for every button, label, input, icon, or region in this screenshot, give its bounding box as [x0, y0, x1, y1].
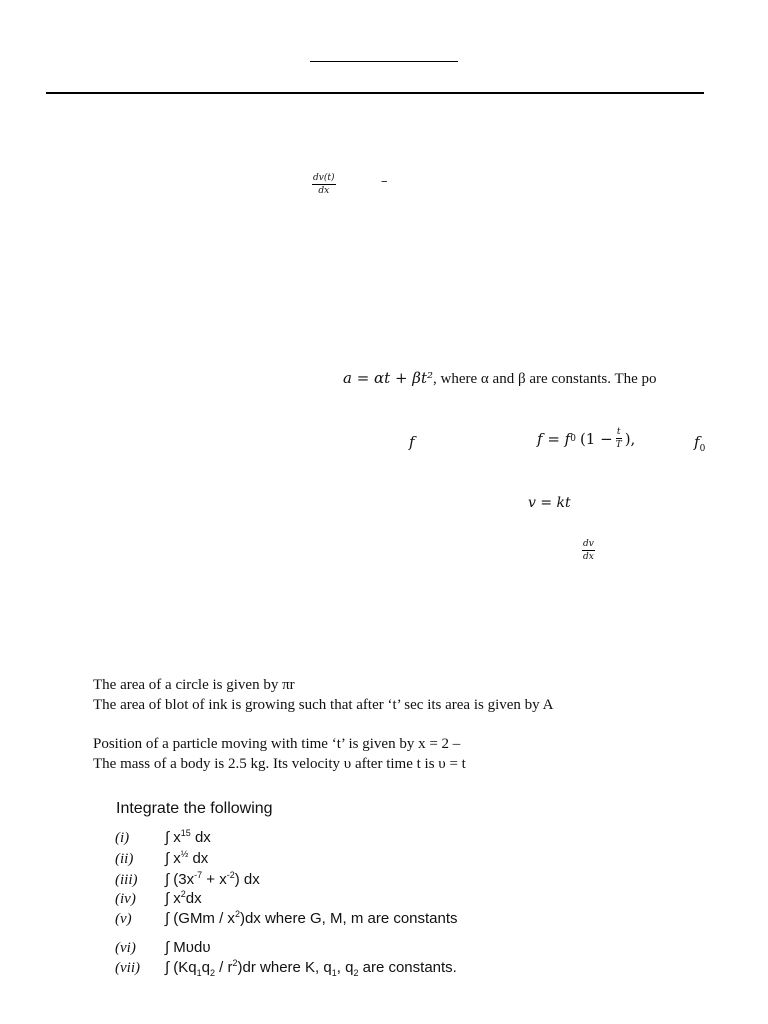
integral-item — [115, 850, 208, 868]
acceleration-line — [343, 369, 657, 388]
item-number: (i) — [115, 830, 130, 846]
velocity-equation: v = kt — [528, 495, 571, 511]
item-number: (vi) — [115, 940, 136, 956]
integrate-title: Integrate the following — [116, 800, 273, 817]
integral-expression: ∫ Mυdυ — [165, 939, 211, 956]
fraction-dv-dx — [312, 167, 336, 197]
force-eq-left: f = f — [537, 430, 571, 448]
f-symbol: f — [409, 433, 415, 451]
fraction2-denominator: dx — [583, 552, 594, 562]
integral-expression: ∫ $(GMm / x^2)dx$ where G, M, m are constants — [165, 909, 458, 927]
integral-expression: ∫ $(3x^{-7} + x^{-2})$ dx — [165, 870, 260, 888]
paragraph-circle-area: The area of a circle is given by πr — [93, 677, 295, 693]
item-number: (v) — [115, 911, 132, 927]
force-eq-paren-close: ), — [624, 430, 636, 448]
force-equation: f = f 0 (1 − $\frac{t}{T}$ ), — [537, 427, 636, 450]
integral-item — [115, 829, 211, 847]
paragraph-body-mass: The mass of a body is 2.5 kg. Its velocity υ after time t is υ = t — [93, 756, 466, 772]
integral-item — [115, 910, 458, 928]
f0-symbol — [694, 433, 706, 454]
integral-item — [115, 871, 260, 889]
integral-item — [115, 959, 457, 977]
force-eq-fraction-den: T — [615, 440, 622, 450]
dash-symbol: – — [381, 174, 388, 189]
fraction-numerator: dv(t) — [313, 173, 335, 183]
title-underline — [310, 61, 458, 62]
integral-expression: ∫ $(Kq_1q_2 / r^2)dr$ where K, $q_1$, $q_2$ are constants. — [165, 958, 457, 978]
paragraph-ink-blot: The area of blot of ink is growing such that after ‘t’ sec its area is given by A — [93, 697, 554, 713]
acceleration-equation: a = αt + βt² — [343, 369, 434, 387]
header-divider — [46, 92, 704, 94]
item-number: (vii) — [115, 960, 140, 976]
integral-item — [115, 939, 211, 957]
integral-expression: ∫ $x^{15}$ dx — [165, 828, 211, 846]
item-number: (iii) — [115, 872, 138, 888]
fraction2-numerator: dv — [583, 539, 594, 549]
item-number: (iv) — [115, 891, 136, 907]
integral-item — [115, 890, 202, 908]
force-eq-fraction-num: t — [616, 427, 621, 437]
fraction-dv-dx-2 — [582, 533, 595, 563]
f0-sub: 0 — [699, 444, 706, 454]
force-eq-fraction — [616, 427, 622, 451]
f0-main: f — [694, 433, 700, 451]
fraction-denominator: dx — [318, 186, 330, 196]
integral-expression: ∫ $x^{\frac{1}{2}}$ dx — [165, 849, 209, 867]
integral-expression: ∫ $x^2dx$ — [165, 889, 202, 907]
paragraph-particle-position: Position of a particle moving with time ‘t’ is given by x = 2 – — [93, 736, 461, 752]
item-number: (ii) — [115, 851, 134, 867]
force-eq-paren-open: (1 − — [579, 430, 613, 448]
acceleration-text: , where α and β are constants. The po — [433, 371, 657, 387]
